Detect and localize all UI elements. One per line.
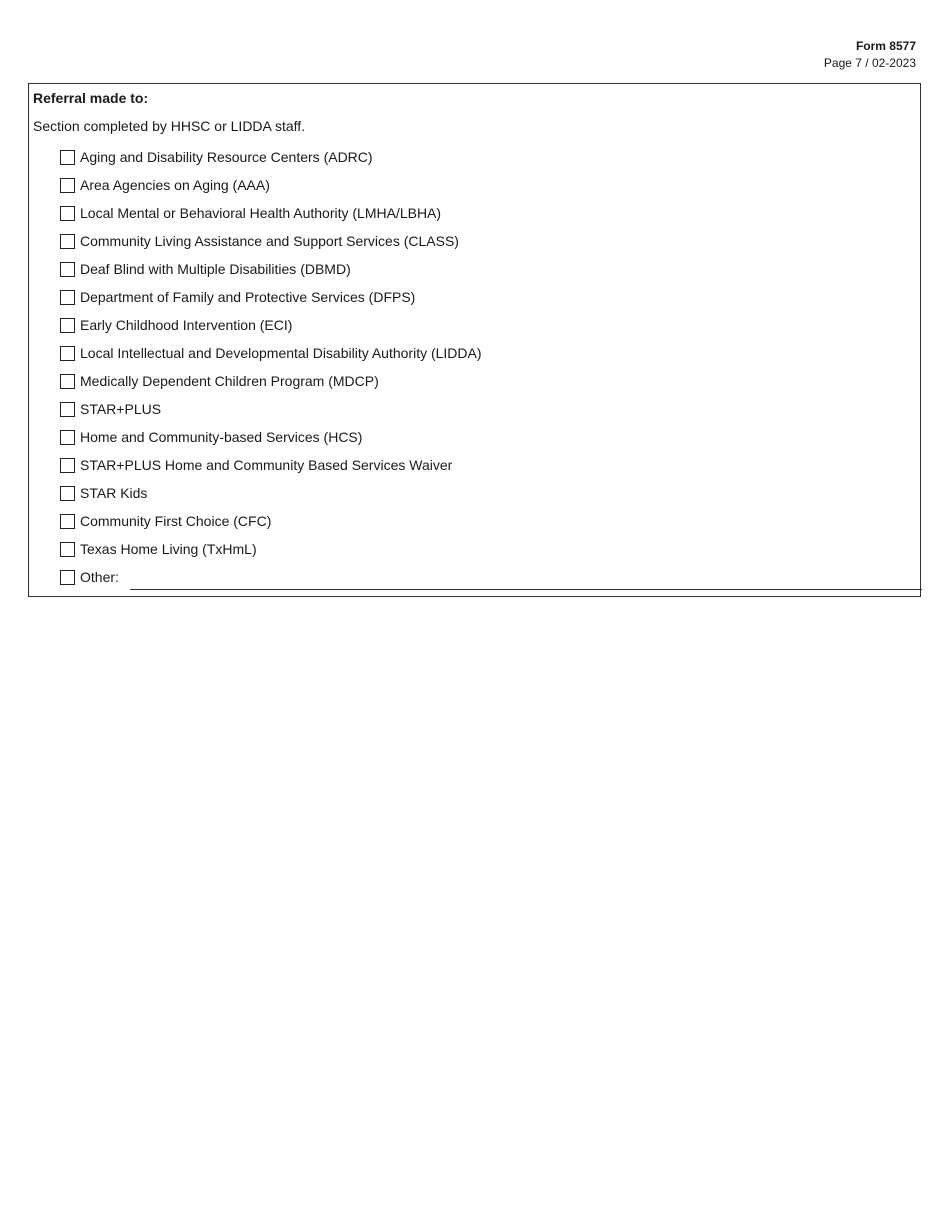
checkbox[interactable]: [60, 374, 75, 389]
option-label: Texas Home Living (TxHmL): [80, 541, 257, 557]
referral-option-aaa[interactable]: [60, 171, 915, 199]
referral-option-dfps[interactable]: [60, 283, 915, 311]
form-number: Form 8577: [855, 39, 916, 53]
option-label: Medically Dependent Children Program (MDCP): [80, 373, 379, 389]
option-label: Department of Family and Protective Services (DFPS): [80, 289, 416, 305]
referral-option-txhml[interactable]: [60, 535, 915, 563]
checkbox[interactable]: [60, 570, 75, 585]
section-title: Referral made to:: [33, 90, 149, 106]
referral-option-mdcp[interactable]: [60, 367, 915, 395]
referral-option-star-plus-hcbs[interactable]: [60, 451, 915, 479]
option-label: STAR+PLUS Home and Community Based Services Waiver: [80, 457, 453, 473]
option-label: Aging and Disability Resource Centers (ADRC): [80, 149, 373, 165]
referral-option-other[interactable]: [60, 563, 915, 591]
page-header: [824, 38, 916, 72]
checkbox[interactable]: [60, 178, 75, 193]
checkbox[interactable]: [60, 458, 75, 473]
checkbox[interactable]: [60, 262, 75, 277]
checkbox[interactable]: [60, 542, 75, 557]
checkbox[interactable]: [60, 346, 75, 361]
checkbox[interactable]: [60, 402, 75, 417]
referral-option-dbmd[interactable]: [60, 255, 915, 283]
checkbox[interactable]: [60, 150, 75, 165]
referral-option-eci[interactable]: [60, 311, 915, 339]
referral-option-lidda[interactable]: [60, 339, 915, 367]
referral-option-star-plus[interactable]: [60, 395, 915, 423]
checkbox[interactable]: [60, 318, 75, 333]
option-label: Local Intellectual and Developmental Disability Authority (LIDDA): [80, 345, 482, 361]
referral-checklist: [60, 143, 915, 591]
option-label: Community First Choice (CFC): [80, 513, 272, 529]
option-label: STAR+PLUS: [80, 401, 162, 417]
checkbox[interactable]: [60, 206, 75, 221]
checkbox[interactable]: [60, 290, 75, 305]
checkbox[interactable]: [60, 486, 75, 501]
option-label: Community Living Assistance and Support Services (CLASS): [80, 233, 459, 249]
option-label: Area Agencies on Aging (AAA): [80, 177, 270, 193]
section-note: Section completed by HHSC or LIDDA staff.: [33, 118, 306, 134]
referral-option-adrc[interactable]: [60, 143, 915, 171]
referral-option-lmha-lbha[interactable]: [60, 199, 915, 227]
option-label: STAR Kids: [80, 485, 148, 501]
option-label: Deaf Blind with Multiple Disabilities (DBMD): [80, 261, 351, 277]
checkbox[interactable]: [60, 234, 75, 249]
referral-option-star-kids[interactable]: [60, 479, 915, 507]
other-text-field[interactable]: [130, 569, 922, 590]
referral-option-class[interactable]: [60, 227, 915, 255]
option-label: Local Mental or Behavioral Health Authority (LMHA/LBHA): [80, 205, 442, 221]
referral-section: [28, 83, 921, 597]
option-label: Home and Community-based Services (HCS): [80, 429, 363, 445]
option-label: Early Childhood Intervention (ECI): [80, 317, 293, 333]
page-info: Page 7 / 02-2023: [823, 56, 916, 70]
other-label: Other:: [80, 569, 119, 585]
checkbox[interactable]: [60, 430, 75, 445]
referral-option-hcs[interactable]: [60, 423, 915, 451]
checkbox[interactable]: [60, 514, 75, 529]
referral-option-cfc[interactable]: [60, 507, 915, 535]
